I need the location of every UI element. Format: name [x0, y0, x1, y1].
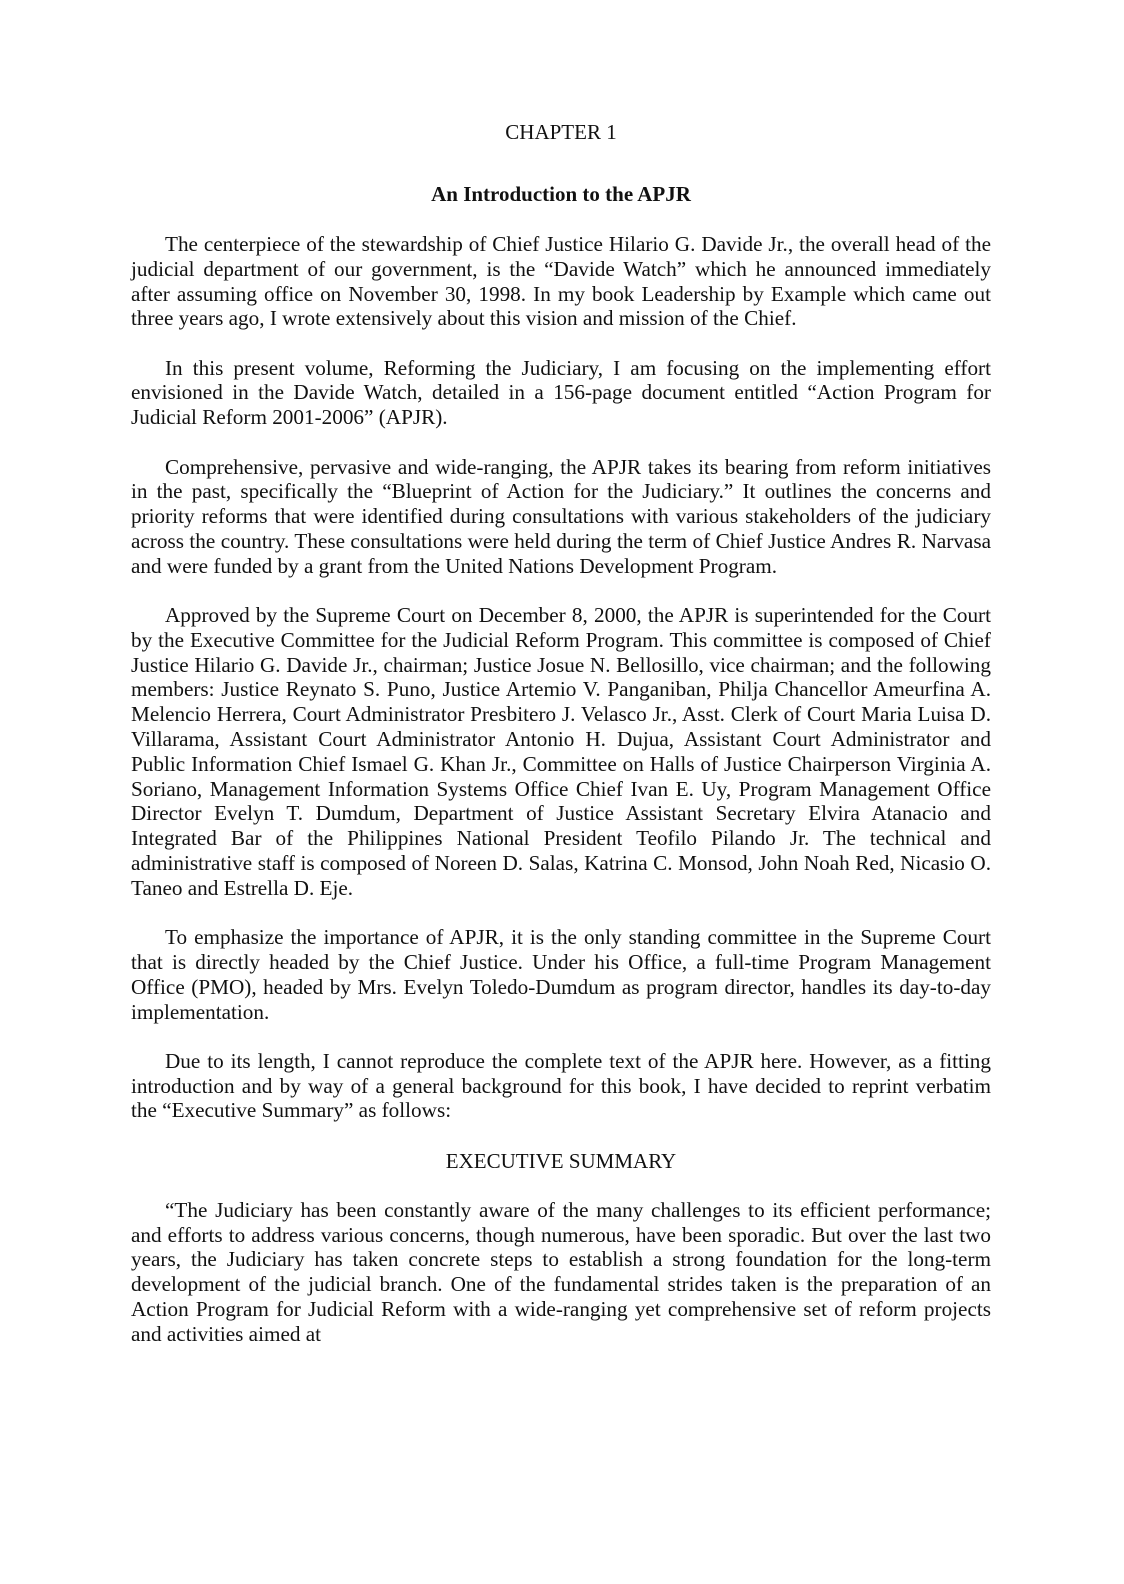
chapter-title: An Introduction to the APJR: [431, 182, 691, 206]
paragraph-davide-watch: The centerpiece of the stewardship of Chief Justice Hilario G. Davide Jr., the overall head of the judicial department of our government, is the “Davide Watch” which he announced immediately after assuming office on November 30, 1998. In my book Leadership by Example which came out three years ago, I wrote extensively about this vision and mission of the Chief.: [131, 232, 991, 331]
document-page: [131, 118, 991, 1371]
paragraph-reprint-note: Due to its length, I cannot reproduce the complete text of the APJR here. However, as a fitting introduction and by way of a general background for this book, I have decided to reprint verbatim the “Executive Summary” as follows:: [131, 1048, 991, 1123]
executive-summary-heading: EXECUTIVE SUMMARY: [445, 1148, 677, 1173]
paragraph-apjr-bearing: Comprehensive, pervasive and wide-ranging, the APJR takes its bearing from reform initiatives in the past, specifically the “Blueprint of Action for the Judiciary.” It outlines the concerns and priority reforms that were identified during consultations with various stakeholders of the judiciary across the country. These consultations were held during the term of Chief Justice Andres R. Narvasa and were funded by a grant from the United Nations Development Program.: [131, 454, 991, 578]
chapter-label: CHAPTER 1: [505, 120, 617, 144]
paragraph-executive-committee: Approved by the Supreme Court on December 8, 2000, the APJR is superintended for the Court by the Executive Committee for the Judicial Reform Program. This committee is composed of Chief Justice Hilario G. Davide Jr., chairman; Justice Josue N. Bellosillo, vice chairman; and the following members: Justice Reynato S. Puno, Justice Artemio V. Panganiban, Philja Chancellor Ameurfina A. Melencio Herrera, Court Administrator Presbitero J. Velasco Jr., Asst. Clerk of Court Maria Luisa D. Villarama, Assistant Court Administrator Antonio H. Dujua, Assistant Court Administrator and Public Information Chief Ismael G. Khan Jr., Committee on Halls of Justice Chairperson Virginia A. Soriano, Management Information Systems Office Chief Ivan E. Uy, Program Management Office Director Evelyn T. Dumdum, Department of Justice Assistant Secretary Elvira Atanacio and Integrated Bar of the Philippines National President Teofilo Pilando Jr. The technical and administrative staff is composed of Noreen D. Salas, Katrina C. Monsod, John Noah Red, Nicasio O. Taneo and Estrella D. Eje.: [131, 603, 991, 900]
paragraph-executive-summary: “The Judiciary has been constantly aware of the many challenges to its efficient performance; and efforts to address various concerns, though numerous, have been sporadic. But over the last two years, the Judiciary has taken concrete steps to establish a strong foundation for the long-term development of the judicial branch. One of the fundamental strides taken is the preparation of an Action Program for Judicial Reform with a wide-ranging yet comprehensive set of reform projects and activities aimed at: [131, 1197, 991, 1346]
paragraph-standing-committee: To emphasize the importance of APJR, it is the only standing committee in the Supreme Court that is directly headed by the Chief Justice. Under his Office, a full-time Program Management Office (PMO), headed by Mrs. Evelyn Toledo-Dumdum as program director, handles its day-to-day implementation.: [131, 925, 991, 1024]
paragraph-present-volume: In this present volume, Reforming the Judiciary, I am focusing on the implementing effort envisioned in the Davide Watch, detailed in a 156-page document entitled “Action Program for Judicial Reform 2001-2006” (APJR).: [131, 355, 991, 430]
